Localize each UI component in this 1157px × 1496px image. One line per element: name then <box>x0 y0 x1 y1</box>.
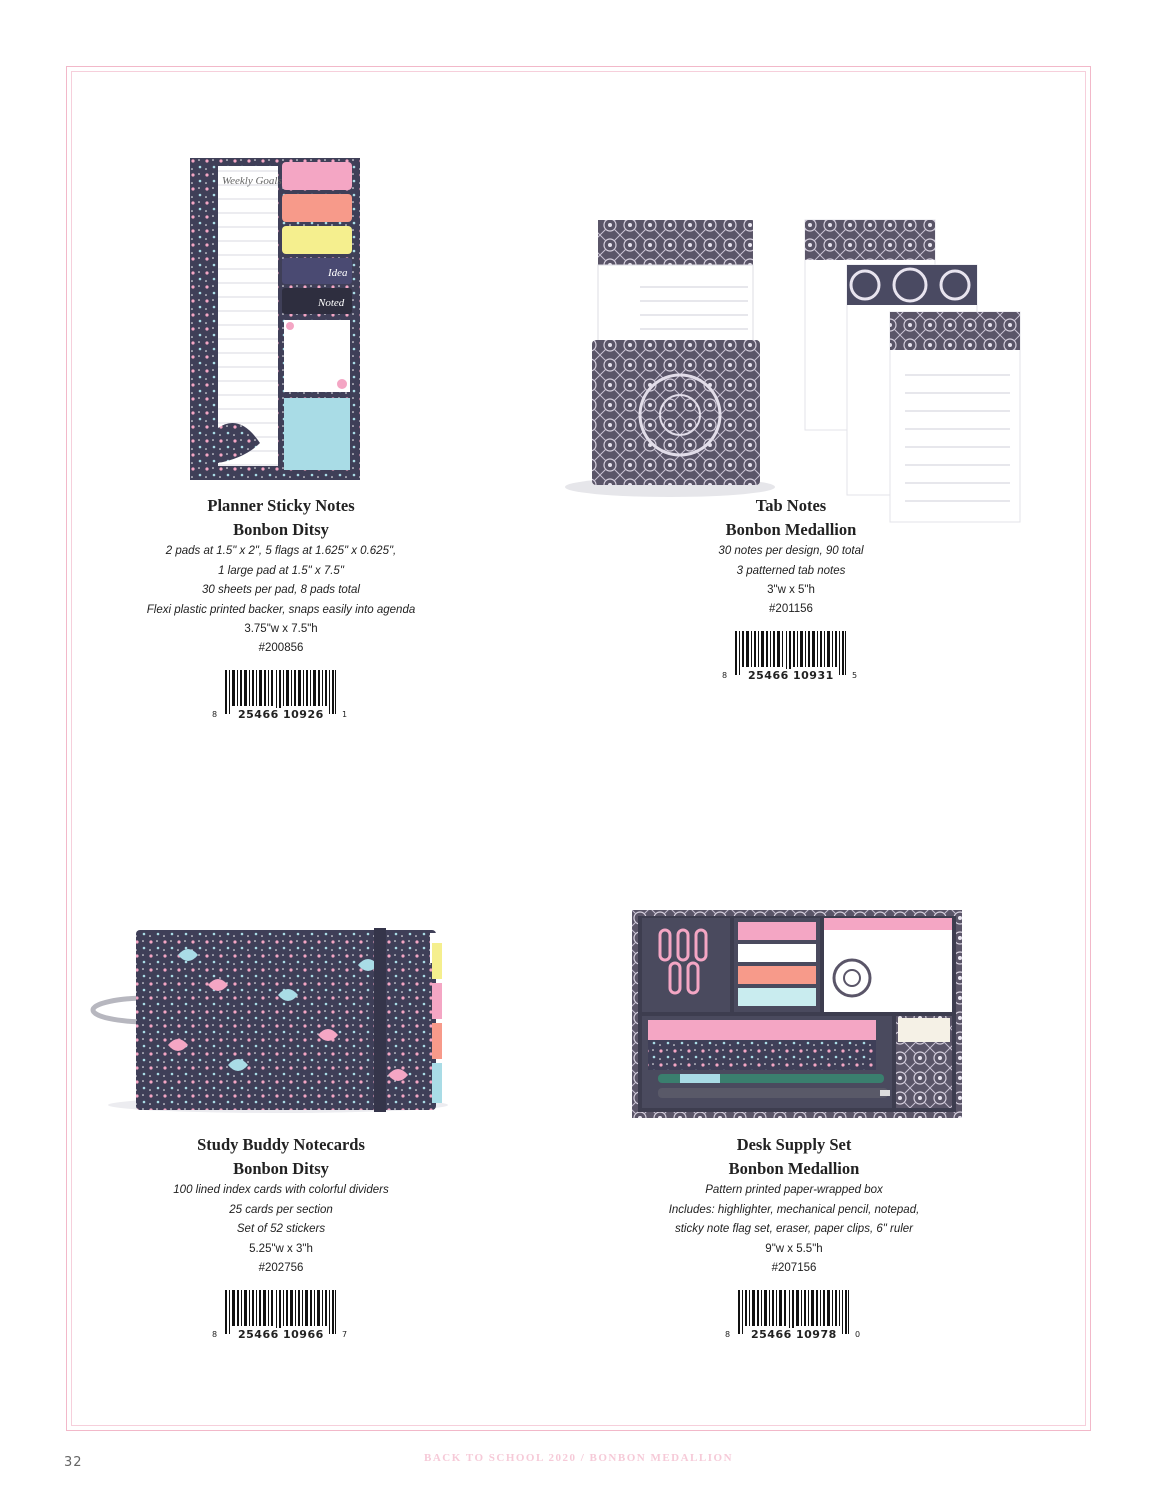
study-buddy-notecards-image <box>78 925 453 1125</box>
product-spec: Flexi plastic printed backer, snaps easily into agenda <box>146 603 416 616</box>
product-spec: 100 lined index cards with colorful dividers <box>173 1184 389 1196</box>
product-size: 3.75"w x 7.5"h <box>244 623 318 635</box>
barcode-digits-left: 25466 <box>748 669 789 682</box>
idea-flag-text: Idea <box>328 267 348 279</box>
product-title: Planner Sticky Notes <box>207 496 355 515</box>
product-sku: #207156 <box>771 1261 817 1274</box>
product-spec: 25 cards per section <box>229 1203 333 1216</box>
product-spec: sticky note flag set, eraser, paper clips, 6" ruler <box>674 1223 914 1235</box>
barcode-digit: 8 <box>725 1329 731 1339</box>
barcode-digit: 0 <box>855 1329 861 1339</box>
noted-flag-text: Noted <box>318 297 345 309</box>
product-spec: 30 sheets per pad, 8 pads total <box>202 584 360 596</box>
product-title: Study Buddy Notecards <box>197 1135 365 1154</box>
product-collection: Bonbon Medallion <box>725 520 857 539</box>
barcode <box>211 1290 351 1348</box>
barcode <box>211 670 351 728</box>
barcode-digit: 8 <box>212 1329 218 1339</box>
product-sku: #202756 <box>258 1261 304 1274</box>
product-sku: #200856 <box>258 642 304 654</box>
product-sku: #201156 <box>769 603 813 615</box>
barcode-digit: 8 <box>212 710 218 719</box>
footer-catalog-title: BACK TO SCHOOL 2020 / BONBON MEDALLION <box>423 1452 734 1464</box>
barcode-digit: 1 <box>342 710 348 719</box>
tab-notes-image <box>560 215 1030 525</box>
product-collection: Bonbon Medallion <box>728 1159 860 1178</box>
product-spec: 2 pads at 1.5" x 2", 5 flags at 1.625" x 0.625", <box>165 545 397 557</box>
product-size: 5.25"w x 3"h <box>249 1242 313 1255</box>
product-title: Desk Supply Set <box>736 1135 852 1154</box>
barcode-digits-right: 10931 <box>793 669 834 682</box>
product-size: 9"w x 5.5"h <box>765 1242 823 1255</box>
product-card-desk-supply-set <box>613 1133 975 1353</box>
barcode-digit: 5 <box>852 671 858 680</box>
product-collection: Bonbon Ditsy <box>233 520 329 539</box>
barcode-digits-right: 10926 <box>283 708 324 721</box>
product-spec: Pattern printed paper-wrapped box <box>705 1184 883 1196</box>
barcode-digits-right: 10966 <box>283 1327 324 1341</box>
product-card-planner-sticky-notes <box>100 494 462 733</box>
barcode-digits-left: 25466 <box>751 1327 792 1341</box>
barcode <box>724 1290 864 1348</box>
product-collection: Bonbon Ditsy <box>233 1159 329 1178</box>
product-spec: Includes: highlighter, mechanical pencil, notepad, <box>668 1203 920 1216</box>
product-spec: 3 patterned tab notes <box>736 564 846 577</box>
barcode-digit: 8 <box>722 671 728 680</box>
product-card-study-buddy-notecards <box>100 1133 462 1353</box>
product-spec: Set of 52 stickers <box>236 1223 326 1235</box>
product-card-tab-notes <box>660 494 922 694</box>
barcode <box>721 631 861 689</box>
planner-sticky-notes-image <box>190 158 365 483</box>
planner-label-text: Weekly Goals <box>222 175 282 187</box>
desk-supply-set-image <box>630 908 965 1120</box>
barcode-digit: 7 <box>342 1329 348 1339</box>
product-title: Tab Notes <box>755 496 827 515</box>
barcode-digits-right: 10978 <box>796 1327 837 1341</box>
barcode-digits-left: 25466 <box>238 708 279 721</box>
barcode-digits-left: 25466 <box>238 1327 279 1341</box>
page-number: 32 <box>64 1455 83 1470</box>
product-spec: 1 large pad at 1.5" x 7.5" <box>218 564 344 577</box>
product-size: 3"w x 5"h <box>767 584 815 596</box>
product-spec: 30 notes per design, 90 total <box>718 545 864 557</box>
